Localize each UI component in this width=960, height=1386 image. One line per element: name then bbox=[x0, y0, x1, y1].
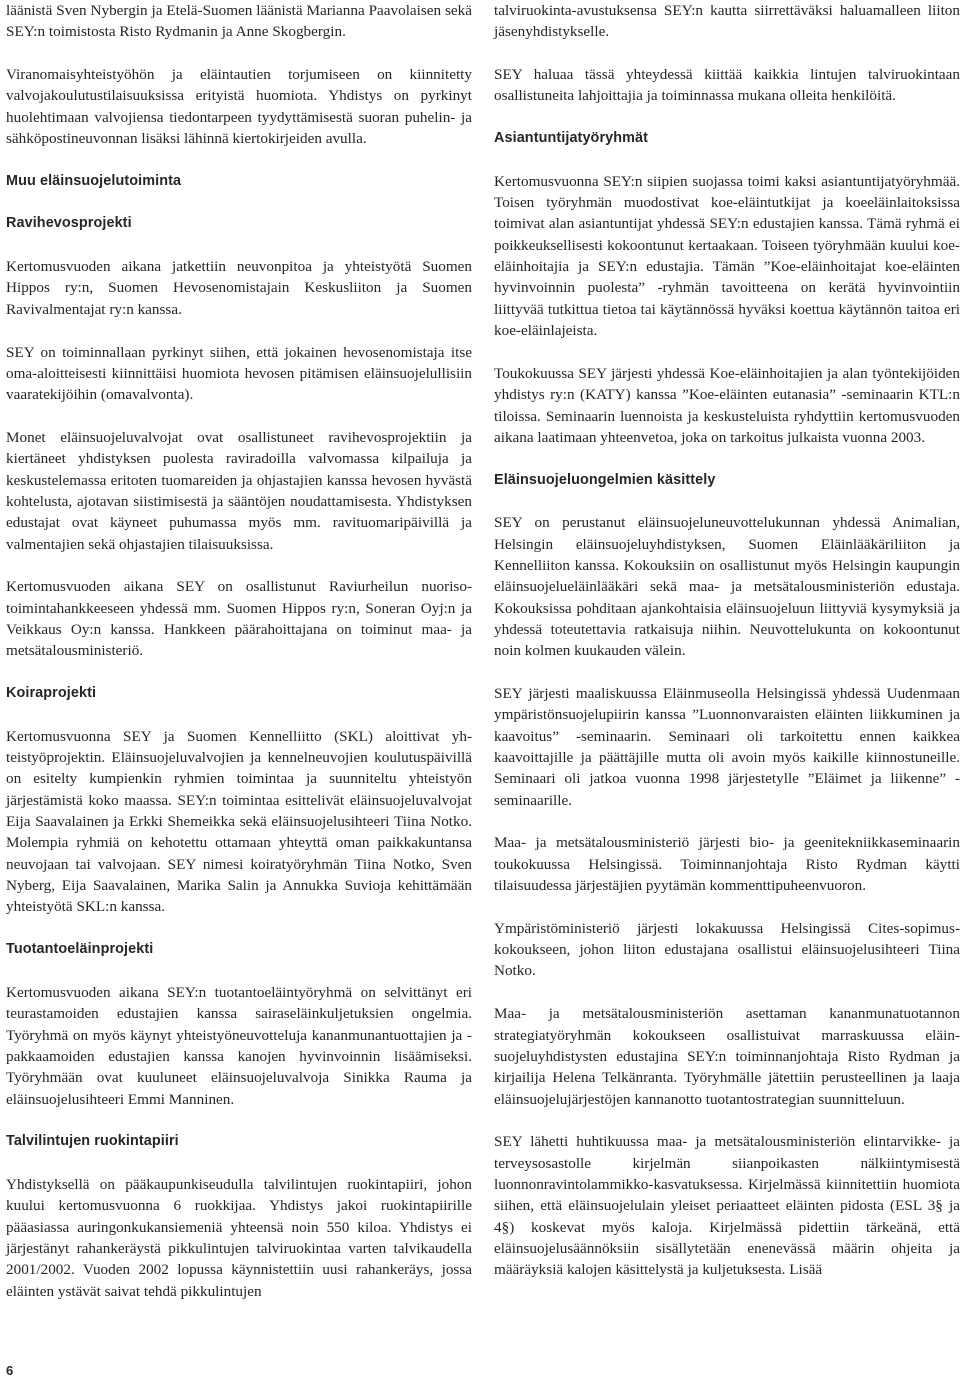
section-heading-muu-elainsuojelutoiminta: Muu eläinsuojelutoiminta bbox=[6, 172, 182, 189]
paragraph: Maa- ja metsätalousministeriön asettaman kananmunatuotannon strategiatyöryhmän kokoukseen osallistuivat marraskuussa eläinsuojeluyhdistysten edustajina SEY:n toiminnanjohtaja Risto Rydman ja kirjailija Helena Telkänranta. Työryhmälle jätettiin perusteellinen ja laaja eläinsuojelujärjestöjen kannanotto tuotantostrategian suunnitteluun. bbox=[494, 1005, 960, 1108]
section-heading-koiraprojekti: Koiraprojekti bbox=[6, 685, 97, 701]
paragraph: Toukokuussa SEY järjesti yhdessä Koe-eläinhoitajien ja alan työntekijöiden yhdistys ry:n (KATY) kanssa ”Koe-eläinten eutanasia” -seminaarin KTL:n tiloissa. Seminaarin luennoista ja keskusteluista ryhdyttiin kertomusvuoden aikana laatimaan yhteenvetoa, joka on tarkoitus julkaista vuonna 2003. bbox=[494, 364, 960, 446]
paragraph: SEY järjesti maaliskuussa Eläinmuseolla Helsingissä yhdessä Uudenmaan ympäristönsuojelupiirin kanssa ”Luonnonvaraisten eläinten liikkuminen ja kaavoitus” -seminaarin. Seminaari oli tarkoitettu ennen kaikkea kaavoittajille ja päättäjille mutta oli avoin myös kaikille kiinnostuneille. Seminaari oli jatkoa vuonna 1998 järjestetylle ”Eläimet ja liikenne” -seminaarille. bbox=[494, 685, 960, 809]
paragraph: Kertomusvuoden aikana SEY on osallistunut Raviurheilun nuorisotoimintahankkeeseen yhdessä mm. Suomen Hippos ry:n, Soneran Oyj:n ja Veikkaus Oy:n kanssa. Hankkeen päärahoittajana on toiminut maa- ja metsätalousministeriö. bbox=[6, 578, 472, 660]
section-heading-elainsuojeluongelmien-kasittely: Eläinsuojeluongelmien käsittely bbox=[494, 471, 716, 488]
page-number: 6 bbox=[6, 1363, 14, 1378]
paragraph: Kertomusvuoden aikana SEY:n tuotantoeläintyöryhmä on selvittänyt eri teurastamoiden edustajien kanssa sairaseläinkuljetuksien ongelmia. Työryhmä on myös käynyt yhteistyöneuvotteluja kananmunantuottajien ja -pakkaamoiden edustajien kanssa kanojen hyvinvoinnin lisäämiseksi. Työryhmään ovat kuuluneet eläinsuojeluvalvoja Sinikka Rauma ja eläinsuojelusihteeri Emmi Manninen. bbox=[6, 983, 472, 1108]
paragraph: SEY on perustanut eläinsuojeluneuvottelukunnan yhdessä Animalian, Helsingin eläinsuojeluyhdistyksen, Suomen Eläinlääkäriliiton ja Kennelliiton kanssa. Kokouksiin on osallistunut myös Helsingin kaupungin eläinsuojelueläinlääkäri sekä maa- ja metsätalousministeriön edustaja. Kokouksissa pohditaan ajankohtaisia eläinsuojeluun liittyviä kysymyksiä ja yhdessä toteutettavia ratkaisuja niihin. Neuvottelukunta on kokoontunut noin kolmen kuukauden välein. bbox=[494, 514, 960, 660]
section-heading-ravihevosprojekti: Ravihevosprojekti bbox=[6, 215, 132, 232]
section-heading-tuotantoelainprojekti: Tuotantoeläinprojekti bbox=[6, 941, 154, 958]
paragraph: talviruokinta-avustuksensa SEY:n kautta siirrettäväksi haluamalleen liiton jäsenyhdistykselle. bbox=[494, 2, 960, 41]
paragraph: Kertomusvuonna SEY ja Suomen Kennelliitto (SKL) aloittivat yhteistyöprojektin. Eläinsuojeluvalvojien ja kennelneuvojien koulutuspäivillä on esitelty kumpienkin ryhmien toimintaa ja suunniteltu yhteistyön järjestämistä koko maassa. SEY:n toimintaa esittelivät eläinsuojeluvalvojat Eija Saavalainen ja Erkki Shemeikka sekä eläinsuojelusihteeri Tiina Notko. Molempia ryhmiä on kehotettu ottamaan yhteyttä oman paikkakuntansa neuvojaan tai valvojaan. SEY nimesi koiratyöryhmän Tiina Notko, Sven Nyberg, Eija Saavalainen, Marika Salin ja Annukka Suvioja kehittämään yhteistyötä SKL:n kanssa. bbox=[6, 727, 472, 916]
paragraph: Ympäristöministeriö järjesti lokakuussa Helsingissä Cites-sopimuskokoukseen, johon liiton edustajana osallistui eläinsuojelusihteeri Tiina Notko. bbox=[494, 919, 960, 980]
section-heading-asiantuntijatyoryhmat: Asiantuntijatyöryhmät bbox=[494, 130, 649, 147]
paragraph: Maa- ja metsätalousministeriö järjesti bio- ja geenitekniikkaseminaarin toukokuussa Helsingissä. Toiminnanjohtaja Risto Rydman käytti tilaisuudessa järjestäjien pyytämän kommenttipuheenvuoron. bbox=[494, 834, 960, 895]
paragraph: Kertomusvuoden aikana jatkettiin neuvonpitoa ja yhteistyötä Suomen Hippos ry:n, Suomen Hevosenomistajain Keskusliiton ja Suomen Ravivalmentajat ry:n kanssa. bbox=[6, 258, 472, 318]
paragraph: SEY on toiminnallaan pyrkinyt siihen, että jokainen hevosenomistaja itse oma-aloitteisesti kiinnittäisi huomiota hevosen pitämisen eläinsuojelullisiin vaaratekijöihin (omavalvonta). bbox=[6, 343, 472, 404]
paragraph: läänistä Sven Nybergin ja Etelä-Suomen läänistä Marianna Paavolaisen sekä SEY:n toimistosta Risto Rydmanin ja Anne Skogbergin. bbox=[6, 2, 472, 41]
paragraph: SEY haluaa tässä yhteydessä kiittää kaikkia lintujen talviruokintaan osallistuneita lahjoittajia ja toiminnassa mukana olleita henkilöitä. bbox=[494, 66, 960, 105]
paragraph: SEY lähetti huhtikuussa maa- ja metsätalousministeriön elintarvikke- ja terveysosastolle kirjelmän siianpoikasten nälkiintymisestä luonnonravintolammikko-kasvatuksessa. Kirjelmässä kiinnitettiin huomiota siihen, että eläinsuojelulain yleiset periaatteet eläinten pidosta (ESL 3§ ja 4§) koskevat myös kaloja. Kirjelmässä pidettiin tärkeänä, että eläinsuojelusäännöksiin sisällytetään enenevässä määrin ohjeita ja määräyksiä kalojen käsittelystä ja kuljetuksesta. Lisää bbox=[494, 1133, 960, 1279]
paragraph: Kertomusvuonna SEY:n siipien suojassa toimi kaksi asiantuntijatyöryhmää. Toisen työryhmän muodostivat koe-eläintutkijat ja koeeläinlaitoksissa toimivat alan asiantuntijat yhdessä SEY:n edustajien kanssa. Tämä ryhmä ei poikkeuksellisesti kokoontunut kertaakaan. Toiseen työryhmään kuului koe-eläinhoitajia ja SEY:n edustajia. Tämän ”Koe-eläinhoitajat koe-eläinten hyvinvoinnin puolesta” -ryhmän tavoitteena on kerätä hyvinvointiin liittyvää tutkittua tietoa tai käytännössä hyväksi koettua käytännön taitoa eri koe-eläinlajeista. bbox=[494, 172, 960, 340]
paragraph: Viranomaisyhteistyöhön ja eläintautien torjumiseen on kiinnitetty valvojakoulutustilaisuuksissa erityistä huomiota. Yhdistys on pyrkinyt huolehtimaan valvojiensa tiedontarpeen tyydyttämisestä suoran puhelin- ja sähköpostineuvonnan lisäksi lähinnä kiertokirjeiden avulla. bbox=[6, 66, 472, 148]
right-column bbox=[494, 0, 960, 1302]
left-column bbox=[6, 0, 472, 1323]
paragraph: Monet eläinsuojeluvalvojat ovat osallistuneet ravihevosprojektiin ja kiertäneet yhdistyksen puolesta raviradoilla valvomassa kilpailuja ja keskustelemassa eritoten tuomareiden ja ohjastajien kanssa hevosen hyvästä kohtelusta, ajotavan siistimisestä ja sääntöjen noudattamisesta. Yhdistyksen edustajat ovat käyneet puhumassa myös mm. ravituomaripäivillä ja valmentajien sekä ohjastajien tilaisuuksissa. bbox=[6, 428, 472, 553]
section-heading-talvilintujen-ruokintapiiri: Talvilintujen ruokintapiiri bbox=[6, 1133, 179, 1150]
paragraph: Yhdistyksellä on pääkaupunkiseudulla talvilintujen ruokintapiiri, johon kuului kertomusvuonna 6 ruokkijaa. Yhdistys jakoi ruokintapiirille pääasiassa auringonkukansiemeniä yhteensä noin 550 kiloa. Yhdistys ei järjestänyt rahankeräystä pikkulintujen talviruokintaa varten talvikaudella 2001/2002. Vuoden 2002 lopussa käynnistettiin uusi rahankeräys, jossa eläinten ystävät saivat tehdä pikkulintujen bbox=[6, 1175, 472, 1300]
